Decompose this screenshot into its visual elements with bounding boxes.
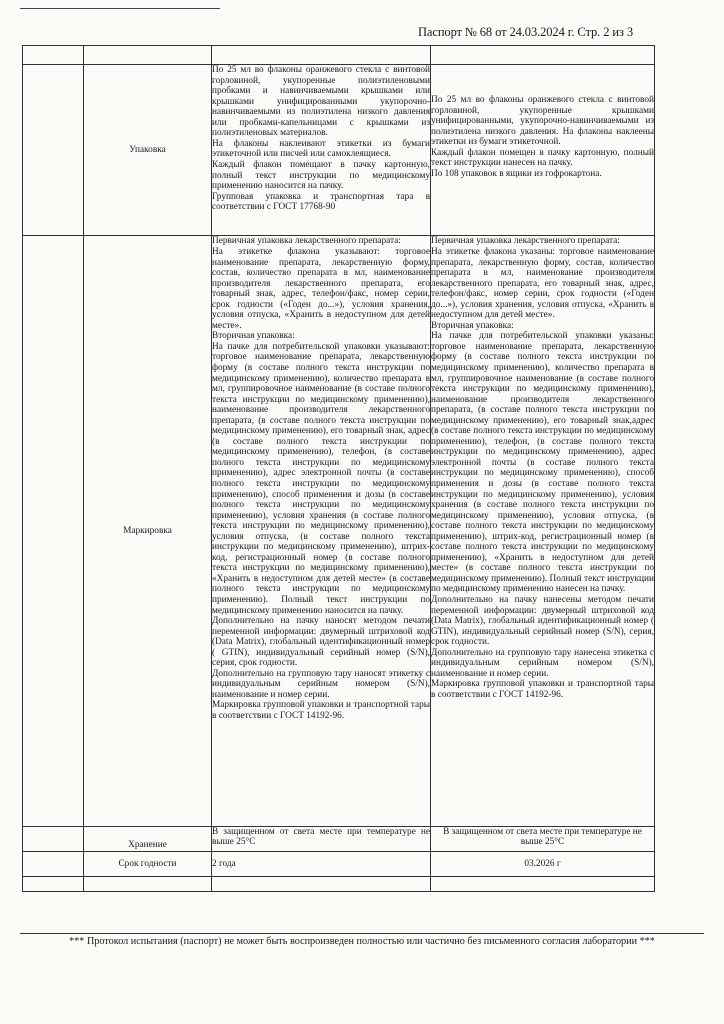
spec-paragraph: На флаконы наклеивают этикетки из бумаги этикеточной или писчей или самоклеящиеся. [212,138,430,160]
spec-paragraph: Групповая упаковка и транспортная тара в соответствии с ГОСТ 17768-90 [212,191,430,213]
cell-label-shelf-life [84,851,212,876]
cell-fact-shelf-life [431,851,655,876]
spec-storage: В защищенном от света месте при температуре не выше 25°С [212,826,430,848]
label-marking: Маркировка [123,525,172,536]
fact-paragraph: Вторичная упаковка: [431,320,514,331]
spec-paragraph: По 25 мл во флаконы оранжевого стекла с винтовой горловиной, укупоренные полиэтиленовыми пробками и навинчиваемыми крышками или крышками унифицированными укупорочно-навинчиваемыми из полиэтилена низкого давления или пробками-капельницами с крышками из полиэтиленовых материалов. [212,65,430,139]
spec-paragraph: Маркировка групповой упаковки и транспортной тары в соответствии с ГОСТ 14192-96. [212,700,430,722]
cell-name [84,46,212,65]
fact-paragraph: Дополнительно на пачку нанесены методом печати переменной информации: двумерный штриховой код (Data Matrix), глобальный идентификационный номер ( GTIN), индивидуальный серийный номер (S/N), серия, срок годности. [431,595,654,648]
fact-paragraph: По 108 упаковок в ящики из гофрокартона. [431,168,602,179]
table-header-row [23,46,655,65]
fact-shelf-life: 03.2026 г [524,858,561,869]
spec-paragraph: Дополнительно на пачку наносят методом печати переменной информации: двумерный штриховой код (Data Matrix), глобальный идентификационный номер ( GTIN), индивидуальный серийный номер (S/N), серия, срок годности. [212,616,430,669]
cell-fact-packaging [431,65,655,236]
spec-paragraph: Первичная упаковка лекарственного препарата: [212,236,401,247]
spec-paragraph: На этикетке флакона указывают: торговое наименование препарата, лекарственную форму, состав, количество препарата в мл, наименование производителя лекарственного препарата, его товарный знак, адрес, телефон/факс, номер серии, срок годности («Годен до...»), условия хранения, условия отпуска, «Хранить в недоступном для детей месте». [212,246,430,331]
spec-paragraph: Каждый флакон помещают в пачку картонную, полный текст инструкции по медицинскому применению наносится на пачку. [212,159,430,192]
cell-fact-marking [431,236,655,826]
row-marking [23,236,655,826]
spec-shelf-life: 2 года [212,858,236,869]
footer-note: *** Протокол испытания (паспорт) не может быть воспроизведен полностью или частично без письменного согласия лаборатории *** [20,933,704,947]
fact-storage: В защищенном от света месте при температуре не выше 25°С [443,826,642,848]
cell-num [23,65,84,236]
spec-paragraph: Дополнительно на групповую тару наносят этикетку с индивидуальным серийным номером (S/N), наименование и номер серии. [212,668,430,700]
fact-paragraph: Дополнительно на групповую тару нанесена этикетка с индивидуальным серийным номером (S/N), наименование и номер серии. [431,647,654,679]
spec-paragraph: Вторичная упаковка: [212,331,295,342]
row-empty [23,876,655,891]
row-shelf-life [23,851,655,876]
cell-spec-shelf-life [212,851,431,876]
cell-fact [431,46,655,65]
fact-paragraph: Первичная упаковка лекарственного препарата: [431,236,620,247]
row-storage [23,826,655,851]
passport-table [22,45,655,892]
cell-fact-storage [431,826,655,851]
cell-spec [212,876,431,891]
spec-paragraph: На пачке для потребительской упаковки указывают: торговое наименование препарата, лекарственную форму (в составе полного текста инструкции по медицинскому применению), количество препарата в мл, группировочное наименование (в составе полного текста инструкции по медицинскому применению), наименование производителя лекарственного препарата, (в составе полного текста инструкции по медицинскому применению), его товарный знак, адрес (в составе полного текста инструкции по медицинскому применению), телефон, (в составе полного текста инструкции по медицинскому применению), адрес электронной почты (в составе полного текста инструкции по медицинскому применению), способ применения и дозы (в составе полного текста инструкции по медицинскому применению), условия хранения (в составе полного текста инструкции по медицинскому применению), условия отпуска, (в составе полного текста инструкции по медицинскому применению), штрих-код, регистрационный номер (в составе полного текста инструкции по медицинскому применению), «Хранить в недоступном для детей месте» (в составе полного текста инструкции по медицинскому применению). Полный текст инструкции по медицинскому применению наносится на пачку. [212,341,430,616]
cell-name [84,876,212,891]
fact-paragraph: Каждый флакон помещен в пачку картонную, полный текст инструкции нанесен на пачку. [431,147,654,169]
passport-header: Паспорт № 68 от 24.03.2024 г. Стр. 2 из 3 [418,25,633,39]
fact-paragraph: На пачке для потребительской упаковки указаны: торговое наименование препарата, лекарственную форму (в составе полного текста инструкции по медицинскому применению), количество препарата в мл, группировочное наименование (в составе полного текста инструкции по медицинскому применению), наименование производителя лекарственного препарата, (в составе полного текста инструкции по медицинскому применению), его товарный знак,адрес (в составе полного текста инструкции по медицинскому применению), телефон, (в составе полного текста инструкции по медицинскому применению), адрес электронной почты (в составе полного текста инструкции по медицинскому применению), способ применения и дозы (в составе полного текста инструкции по медицинскому применению), условия хранения (в составе полного текста инструкции по медицинскому применению), условия отпуска, (в составе полного текста инструкции по медицинскому применению), штрих-код, регистрационный номер (в составе полного текста инструкции по медицинскому применению), «Хранить в недоступном для детей месте» (в составе полного текста инструкции по медицинскому применению). Полный текст инструкции по медицинскому применению нанесен на пачку. [431,331,654,595]
cell-label-marking [84,236,212,826]
cell-spec-storage [212,826,431,851]
cell-label-packaging [84,65,212,236]
top-rule [20,8,220,9]
cell-spec-packaging [212,65,431,236]
cell-num [23,46,84,65]
cell-num [23,876,84,891]
cell-spec-marking [212,236,431,826]
label-storage: Хранение [128,839,167,850]
label-packaging: Упаковка [129,144,166,155]
label-shelf-life: Срок годности [118,858,177,869]
fact-paragraph: На этикетке флакона указаны: торговое наименование препарата, лекарственную форму, состав, количество препарата в мл, наименование производителя лекарственного препарата, его товарный знак, адрес, телефон/факс, номер серии, срок годности («Годен до...»), условия хранения, условия отпуска, «Хранить в недоступном для детей месте». [431,246,654,321]
cell-fact [431,876,655,891]
cell-num [23,851,84,876]
cell-num [23,236,84,826]
cell-num [23,826,84,851]
cell-label-storage [84,826,212,851]
fact-paragraph: По 25 мл во флаконы оранжевого стекла с винтовой горловиной, укупоренные крышками унифицированными, укупорочно-навинчиваемыми из полиэтилена низкого давления. На флаконы наклеены этикетки из бумаги этикеточной. [431,95,654,148]
cell-spec [212,46,431,65]
row-packaging [23,65,655,236]
fact-paragraph: Маркировка групповой упаковки и транспортной тары в соответствии с ГОСТ 14192-96. [431,679,654,700]
